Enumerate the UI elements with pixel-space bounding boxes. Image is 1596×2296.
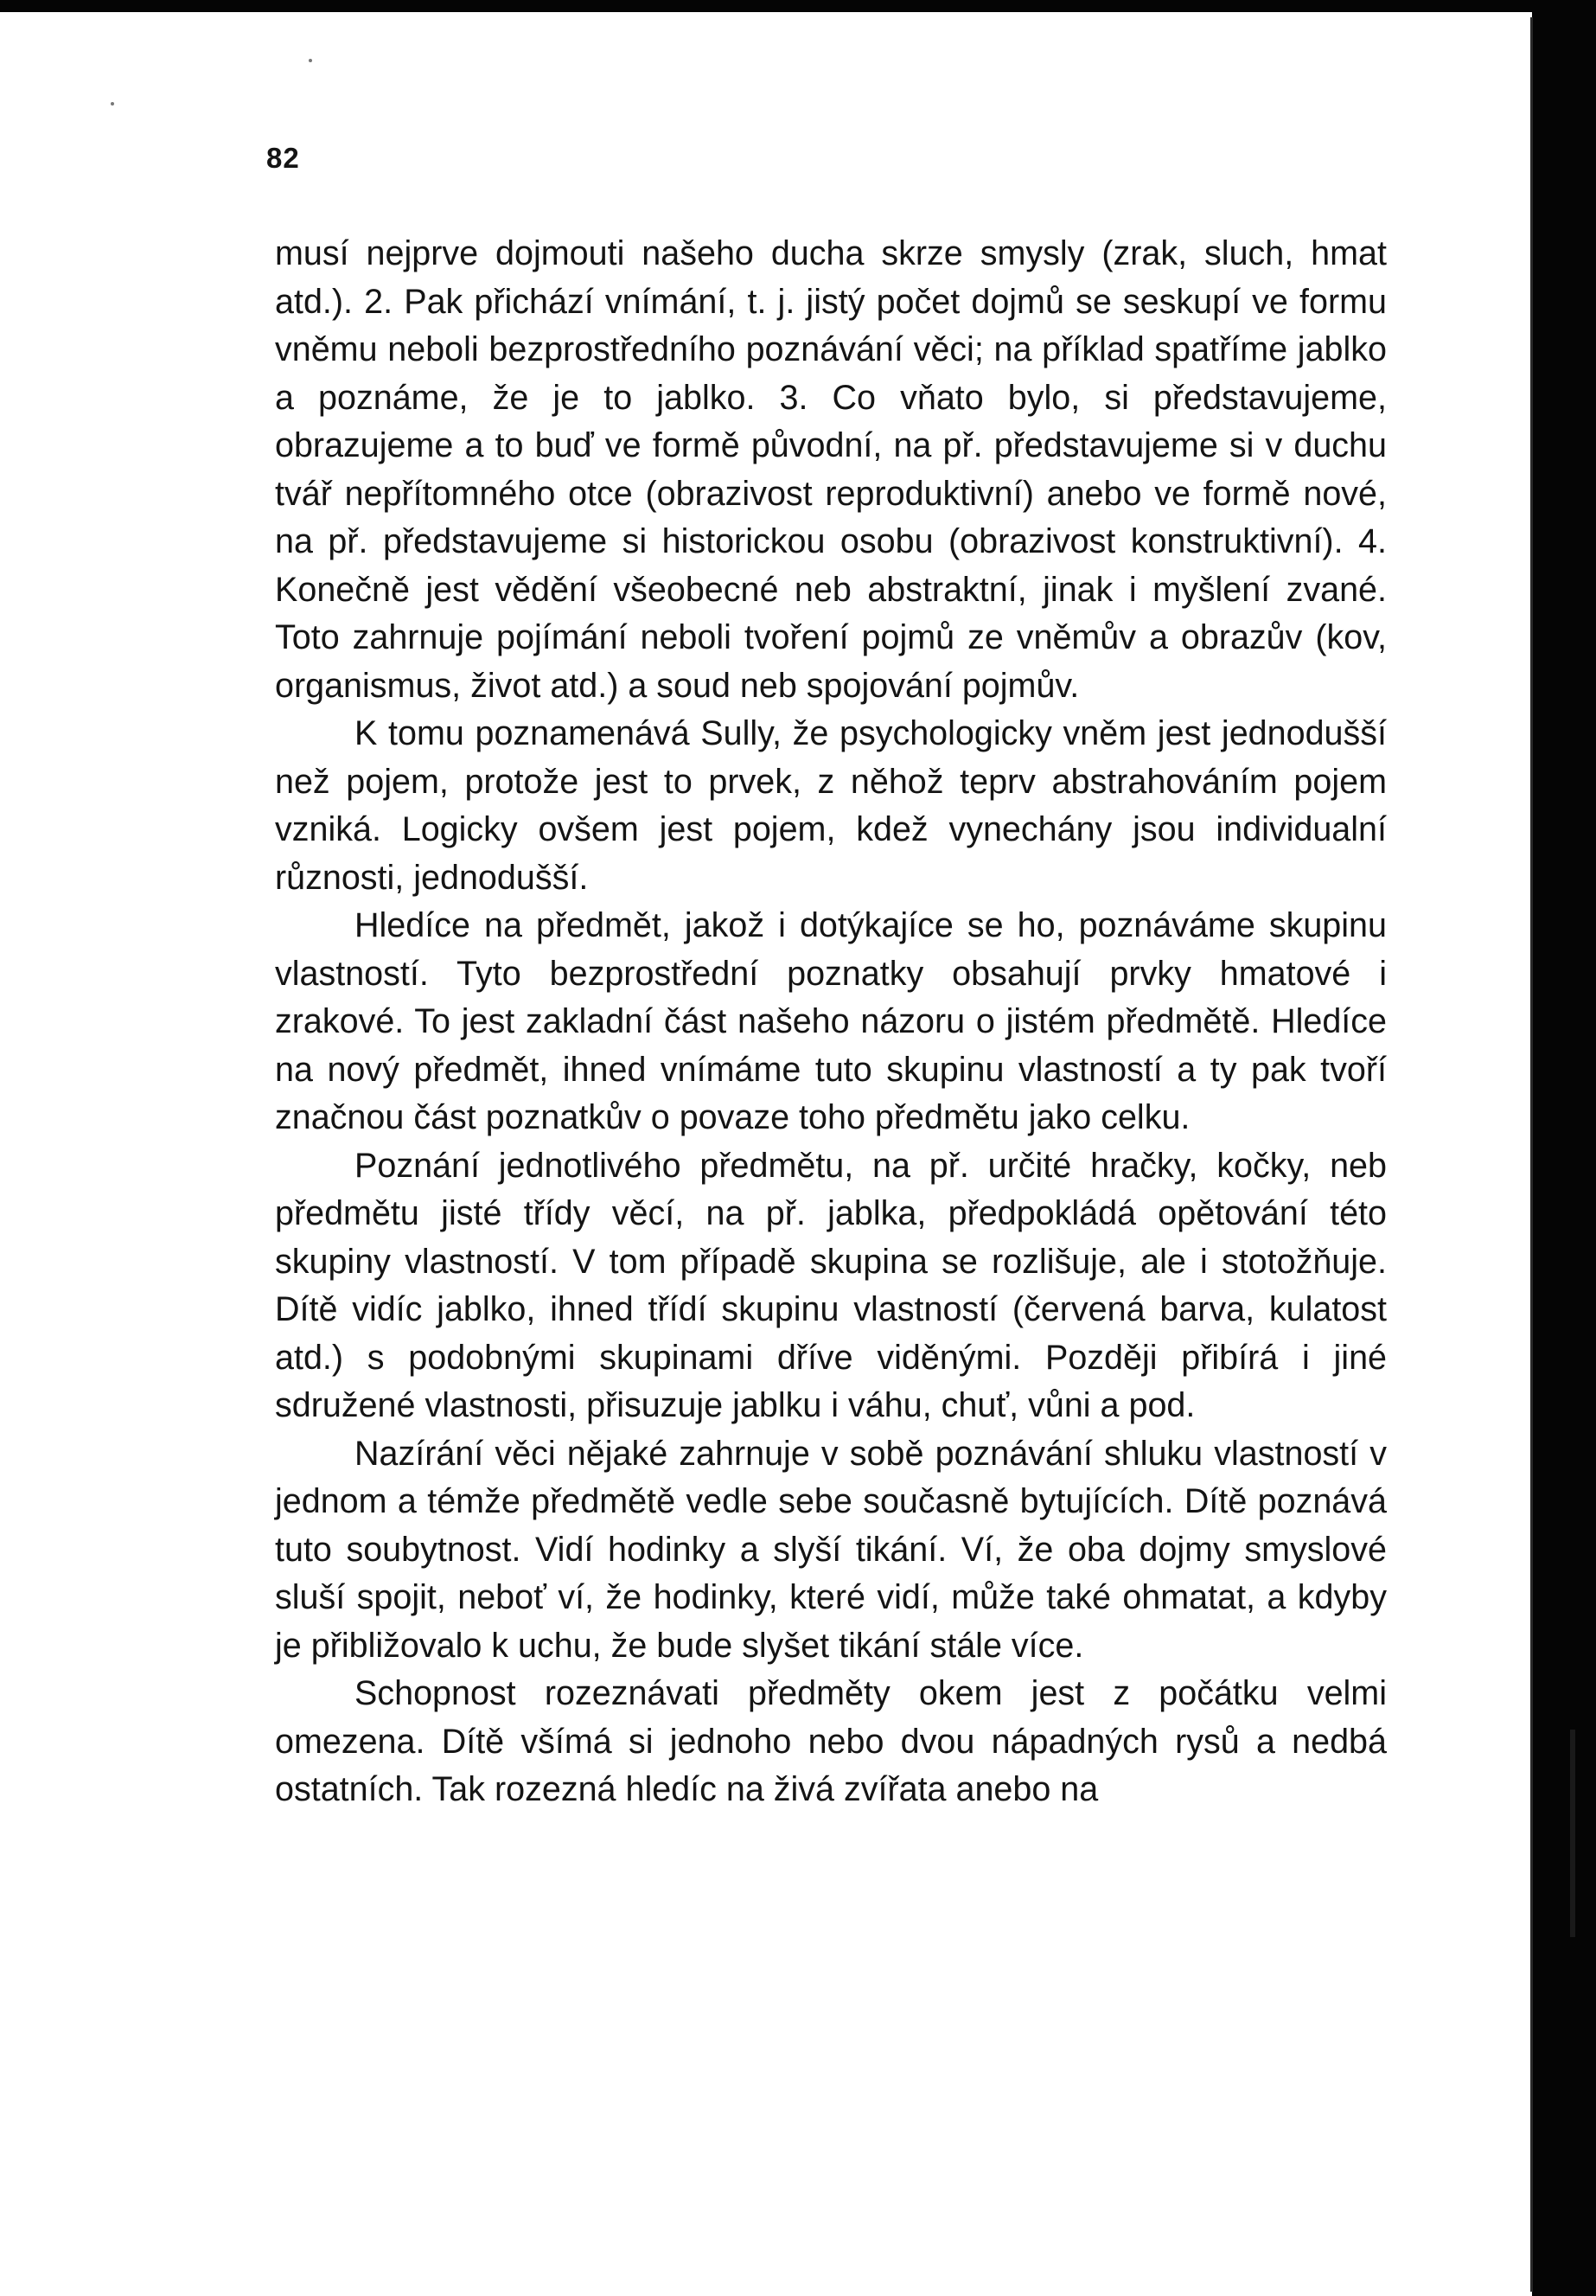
page-number: 82 [266,142,300,174]
paragraph-3: Hledíce na předmět, jakož i dotýkajíce se ho, poznáváme skupinu vlastností. Tyto bezprostřední poznatky obsahují prvky hmatové i zrakové. To jest zakladní část našeho názoru o jistém předmětě. Hledíce na nový předmět, ihned vnímáme tuto skupinu vlastností a ty pak tvoří značnou část poznatkův o povaze toho předmětu jako celku. [275,906,1387,1136]
paragraph-4: Poznání jednotlivého předmětu, na př. určité hračky, kočky, neb předmětu jisté třídy věcí, na př. jablka, předpokládá opětování této skupiny vlastností. V tom případě skupina se rozlišuje, ale i stotožňuje. Dítě vidíc jablko, ihned třídí skupinu vlastností (červená barva, kulatost atd.) s podobnými skupinami dříve viděnými. Později přibírá i jiné sdružené vlastnosti, přisuzuje jablku i váhu, chuť, vůni a pod. [275,1146,1387,1424]
paragraph-5: Nazírání věci nějaké zahrnuje v sobě poznávání shluku vlastností v jednom a témže předmětě vedle sebe současně bytujících. Dítě poznává tuto soubytnost. Vidí hodinky a slyší tikání. Ví, že oba dojmy smyslové sluší spojit, neboť ví, že hodinky, které vidí, může také ohmatat, a kdyby je přibližovalo k uchu, že bude slyšet tikání stále více. [275,1434,1387,1665]
scan-speck [111,102,114,106]
scan-speck [309,59,312,62]
scan-border-right [1532,0,1596,2296]
scan-page-edge [1530,17,1533,2292]
paragraph-1: musí nejprve dojmouti našeho ducha skrze smysly (zrak, sluch, hmat atd.). 2. Pak přichází vnímání, t. j. jistý počet dojmů se seskupí ve formu vněmu neboli bezprostředního poznávání věci; na příklad spatříme jablko a poznáme, že je to jablko. 3. Co vňato bylo, si představujeme, obrazujeme a to buď ve formě původní, na př. představujeme si v duchu tvář nepřítomného otce (obrazivost reproduktivní) anebo ve formě nové, na př. představujeme si historickou osobu (obrazivost konstruktivní). 4. Konečně jest vědění všeobecné neb abstraktní, jinak i myšlení zvané. Toto zahrnuje pojímání neboli tvoření pojmů ze vněmův a obrazův (kov, organismus, život atd.) a soud neb spojování pojmův. [275,234,1387,705]
scan-binding-mark [1570,1730,1575,1937]
paragraph-6: Schopnost rozeznávati předměty okem jest z počátku velmi omezena. Dítě všímá si jednoho nebo dvou nápadných rysů a nedbá ostatních. Tak rozezná hledíc na živá zvířata anebo na [275,1674,1387,1808]
paragraph-2: K tomu poznamenává Sully, že psychologicky vněm jest jednodušší než pojem, protože jest to prvek, z něhož teprv abstrahováním pojem vzniká. Logicky ovšem jest pojem, kdež vynechány jsou individualní různosti, jednodušší. [275,714,1387,897]
body-text [275,230,1387,1814]
